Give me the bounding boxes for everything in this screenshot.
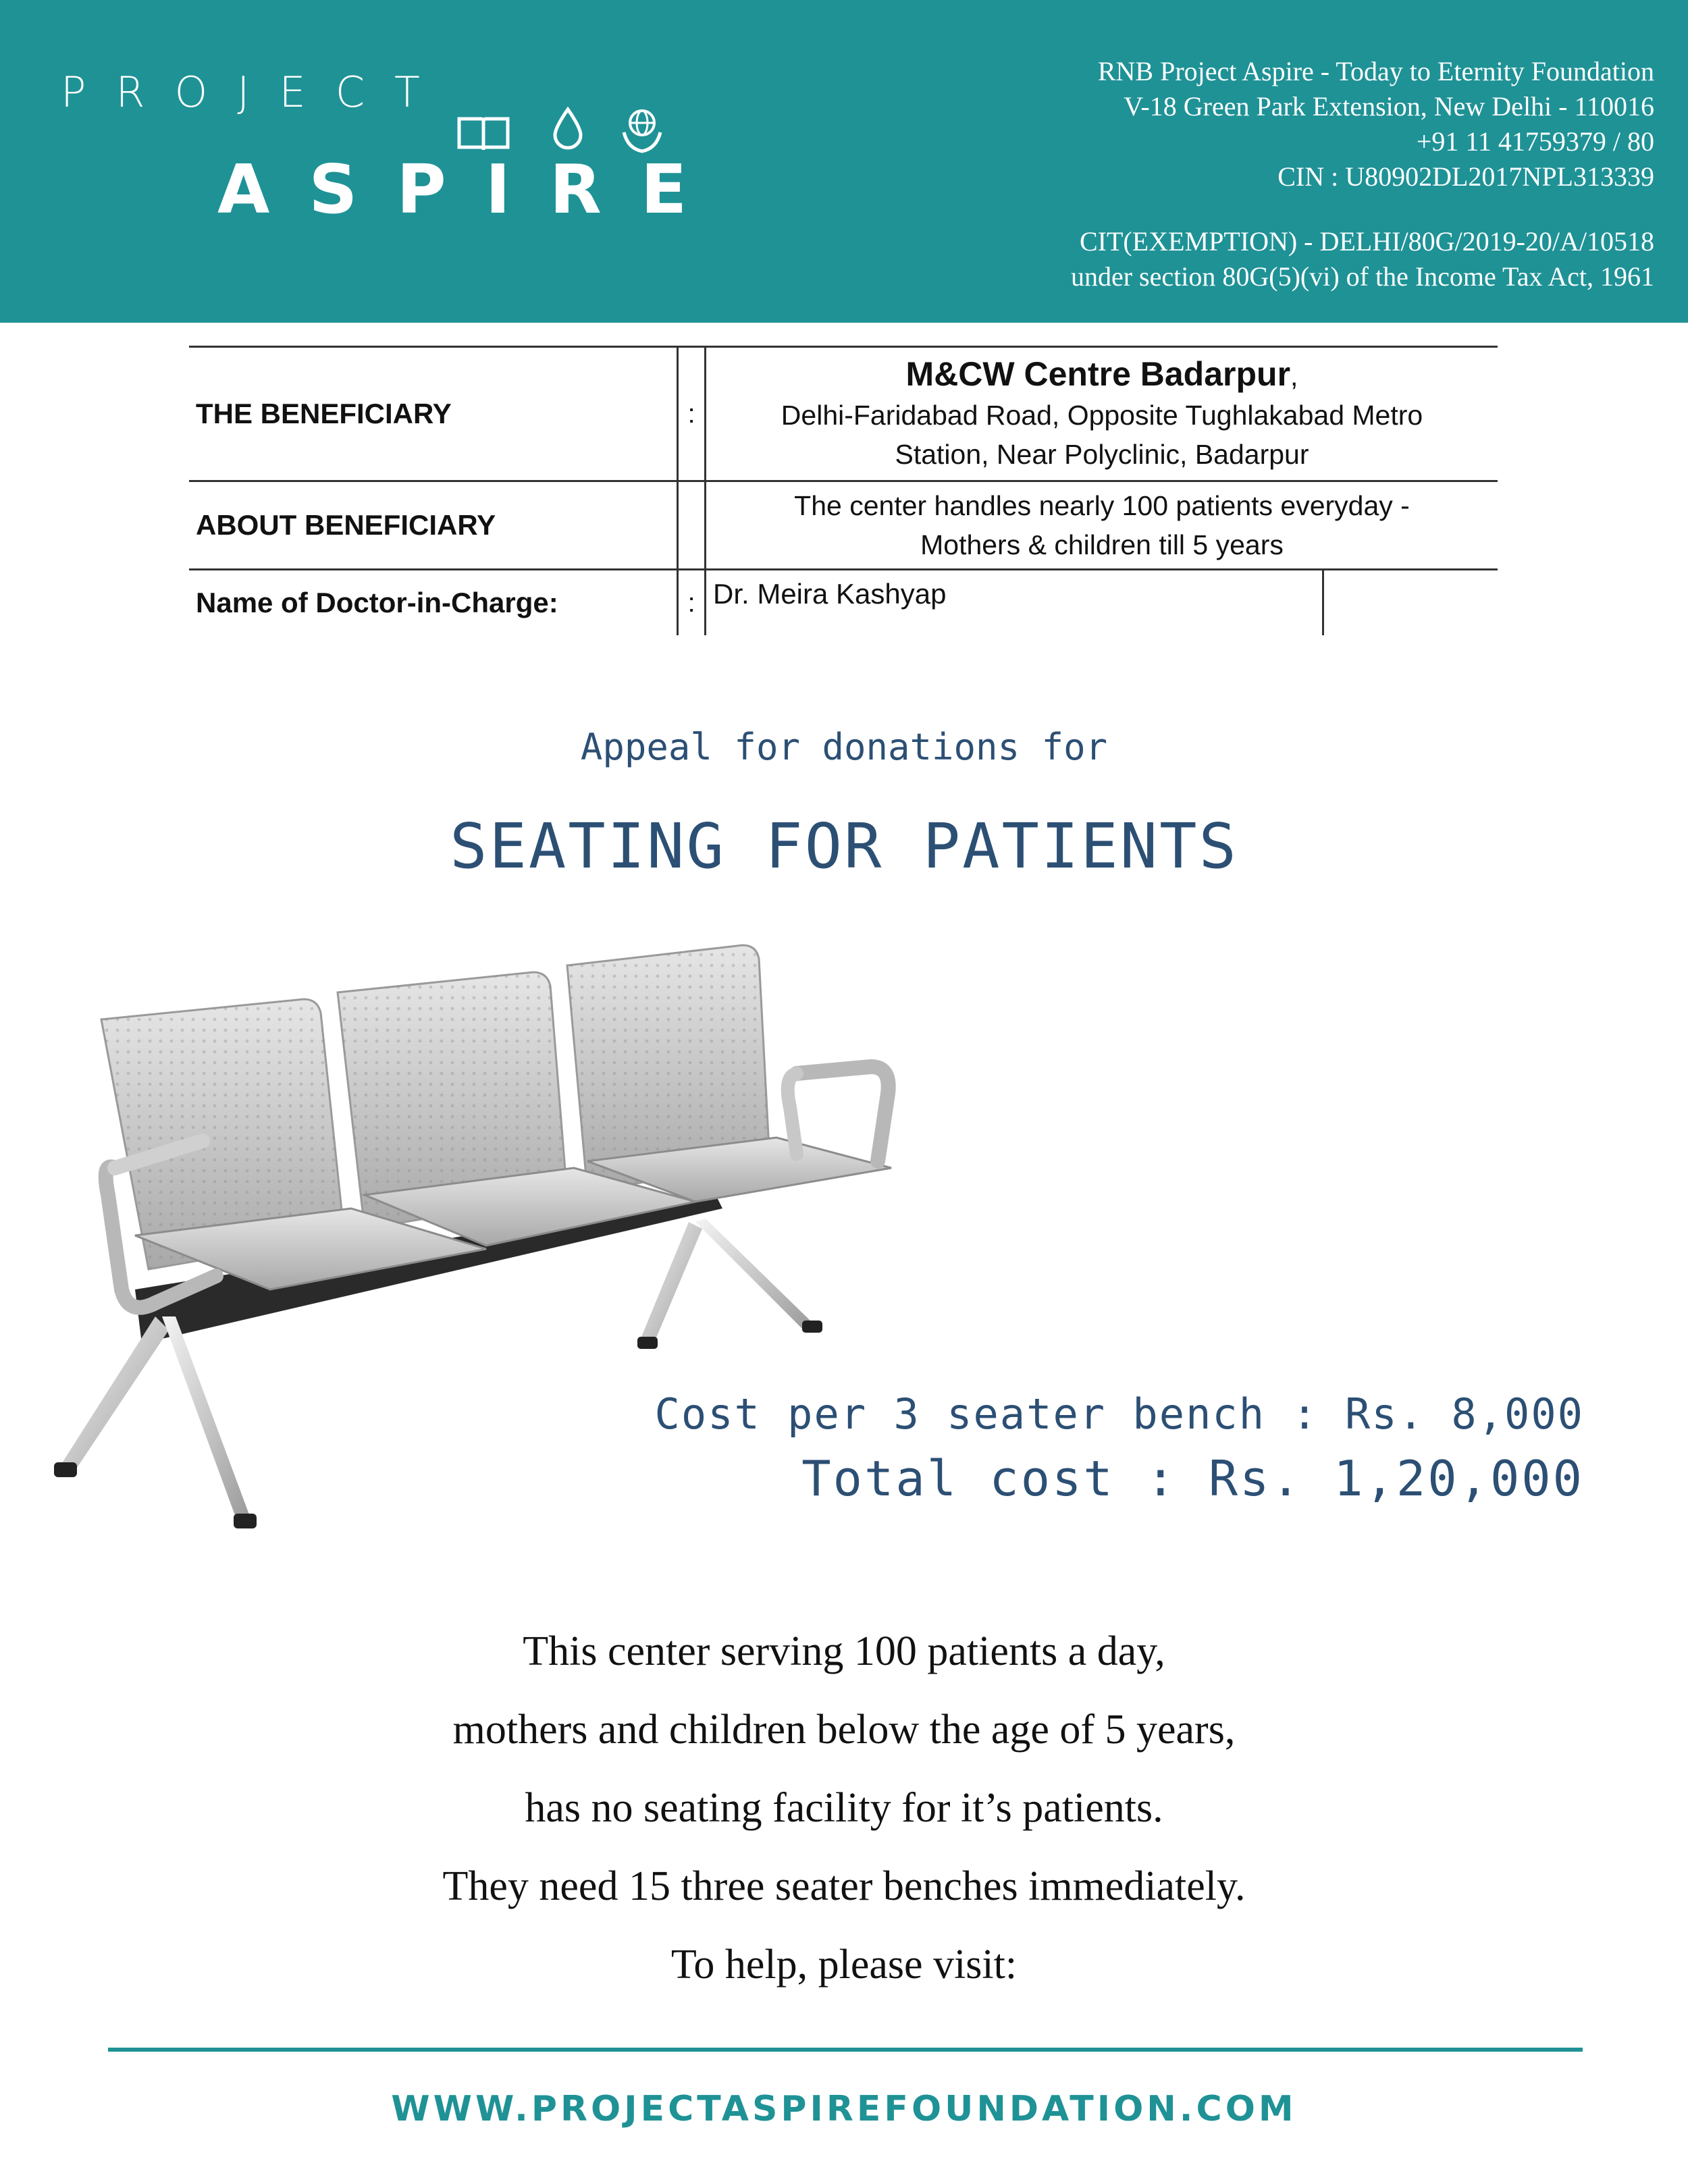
beneficiary-value [706, 347, 1498, 481]
logo-project-text: PROJECT [61, 68, 450, 117]
about-label: ABOUT BENEFICIARY [189, 481, 678, 570]
bench-image [47, 938, 966, 1533]
beneficiary-name: M&CW Centre Badarpur [905, 354, 1291, 393]
book-icon [456, 113, 510, 153]
beneficiary-label: THE BENEFICIARY [189, 347, 678, 481]
logo-aspire-text: ASPIRE [217, 150, 727, 229]
appeal-title: SEATING FOR PATIENTS [450, 810, 1238, 882]
beneficiary-table [189, 346, 1498, 635]
org-phone: +91 11 41759379 / 80 [1416, 126, 1654, 157]
doctor-name: Dr. Meira Kashyap [713, 578, 947, 610]
drop-icon [551, 107, 585, 151]
body-line: This center serving 100 patients a day, [523, 1628, 1165, 1674]
table-row [189, 481, 1498, 570]
beneficiary-address-line2: Station, Near Polyclinic, Badarpur [895, 438, 1309, 470]
about-value [706, 481, 1498, 570]
body-line: mothers and children below the age of 5 years, [452, 1707, 1236, 1753]
organization-info [1071, 54, 1654, 294]
about-line2: Mothers & children till 5 years [920, 529, 1284, 560]
org-name: RNB Project Aspire - Today to Eternity Foundation [1097, 56, 1654, 86]
about-line1: The center handles nearly 100 patients everyday - [794, 490, 1410, 521]
table-row [189, 347, 1498, 481]
website-link[interactable]: WWW.PROJECTASPIREFOUNDATION.COM [391, 2089, 1297, 2129]
colon: : [678, 570, 706, 636]
body-line: has no seating facility for it’s patients. [525, 1785, 1163, 1831]
header-banner [0, 0, 1688, 323]
tax-exemption-note: under section 80G(5)(vi) of the Income Tax Act, 1961 [1070, 261, 1654, 292]
colon: : [678, 347, 706, 481]
total-cost: Total cost : Rs. 1,20,000 [801, 1450, 1584, 1507]
cell-divider [1322, 570, 1324, 635]
beneficiary-name-suffix: , [1290, 360, 1298, 392]
org-cin: CIN : U80902DL2017NPL313339 [1277, 161, 1654, 192]
body-line: To help, please visit: [670, 1942, 1018, 1988]
colon-empty [678, 481, 706, 570]
beneficiary-address-line1: Delhi-Faridabad Road, Opposite Tughlakabad Metro [781, 399, 1423, 431]
table-row [189, 570, 1498, 636]
appeal-intro: Appeal for donations for [580, 726, 1108, 768]
globe-hands-icon [621, 107, 663, 154]
footer-divider [108, 2048, 1583, 2052]
appeal-body [0, 1612, 1688, 2004]
cost-per-bench: Cost per 3 seater bench : Rs. 8,000 [654, 1389, 1584, 1439]
tax-exemption: CIT(EXEMPTION) - DELHI/80G/2019-20/A/10518 [1080, 226, 1654, 257]
body-line: They need 15 three seater benches immediately. [442, 1863, 1246, 1909]
doctor-value [706, 570, 1498, 636]
doctor-label: Name of Doctor-in-Charge: [196, 587, 558, 618]
org-address: V-18 Green Park Extension, New Delhi - 110016 [1124, 91, 1654, 122]
